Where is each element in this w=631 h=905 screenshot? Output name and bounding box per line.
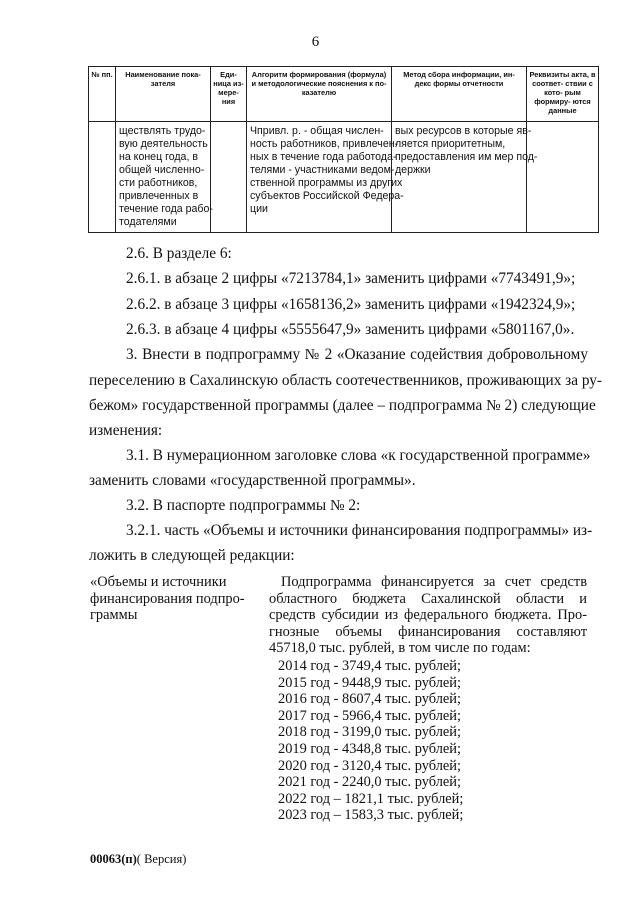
cell-number	[89, 122, 116, 233]
text-line: общей численно-	[119, 164, 205, 176]
text-line: ных в течение года работода-	[250, 151, 397, 163]
text-line: финансирования подпро-	[90, 590, 245, 607]
list-item: 2015 год - 9448,9 тыс. рублей;	[278, 674, 461, 691]
text-line: телями - участниками ведом-	[250, 164, 395, 176]
header-unit: Еди- ница из- мере- ния	[211, 67, 247, 122]
document-version: ( Версия)	[136, 852, 187, 866]
text-line: средств субсидии из федерального бюджета. Про-	[269, 607, 587, 623]
text-line: гнозные объемы финансирования составляют	[269, 623, 587, 640]
text-line: держки	[395, 164, 431, 176]
paragraph-line: изменения:	[89, 422, 163, 439]
paragraph-line: бежом» государственной программы (далее – подпрограмма № 2) следующие	[89, 397, 596, 414]
text-line: ции	[250, 203, 268, 215]
list-item: 2017 год - 5966,4 тыс. рублей;	[278, 707, 461, 724]
page-number: 6	[311, 34, 320, 50]
paragraph-line: переселению в Сахалинскую область соотечественников, проживающих за ру-	[89, 372, 603, 389]
text-line: субъектов Российской Федера-	[250, 190, 404, 202]
text-line: граммы	[90, 607, 138, 623]
text-line: Чпривл. р. - общая числен-	[250, 125, 384, 137]
text-line: тодателями	[119, 216, 177, 228]
header-method: Метод сбора информации, ин- декс формы отчетности	[392, 67, 527, 122]
list-item: 2020 год - 3120,4 тыс. рублей;	[278, 757, 461, 774]
paragraph-line: 3.1. В нумерационном заголовке слова «к государственной программе»	[126, 447, 591, 464]
text-line: Подпрограмма финансируется за счет средств	[281, 574, 587, 590]
text-line: на конец года, в	[119, 151, 198, 163]
header-requisites: Реквизиты акта, в соответ- ствии с кото- рым формиру- ются данные	[527, 67, 599, 122]
list-item: 2016 год - 8607,4 тыс. рублей;	[278, 691, 461, 708]
cell-algorithm	[247, 122, 404, 233]
cell-requisites	[527, 122, 599, 233]
text-line: «Объемы и источники	[90, 574, 227, 590]
list-item: 2021 год - 2240,0 тыс. рублей;	[278, 774, 461, 791]
cell-unit	[211, 122, 247, 233]
text-line: ляется приоритетным,	[395, 138, 506, 150]
header-indicator-name: Наименование пока- зателя	[116, 67, 211, 122]
paragraph-line: 3. Внести в подпрограмму № 2 «Оказание содействия добровольному	[126, 346, 588, 363]
list-item: 2018 год - 3199,0 тыс. рублей;	[278, 724, 461, 741]
text-line: течение года рабо-	[119, 203, 213, 215]
text-line: областного бюджета Сахалинской области и	[269, 590, 587, 607]
paragraph-line: 2.6.2. в абзаце 3 цифры «1658136,2» заменить цифрами «1942324,9»;	[126, 296, 576, 313]
table-header-row	[89, 67, 599, 122]
financing-text	[269, 574, 587, 657]
paragraph-line: заменить словами «государственной программы».	[89, 472, 416, 489]
text-line: привлеченных в	[119, 190, 199, 202]
list-item: 2014 год - 3749,4 тыс. рублей;	[278, 658, 461, 674]
cell-indicator-name	[116, 122, 211, 233]
paragraph-line: 3.2. В паспорте подпрограммы № 2:	[126, 497, 361, 514]
text-line: 45718,0 тыс. рублей, в том числе по годам:	[269, 640, 531, 656]
indicator-table	[88, 66, 599, 233]
list-item: 2023 год – 1583,3 тыс. рублей;	[278, 807, 464, 824]
cell-method	[392, 122, 538, 233]
text-line: ществлять трудо-	[119, 125, 206, 137]
text-line: ность работников, привлечен-	[250, 138, 399, 150]
document-code: 00063(п)	[90, 852, 137, 866]
text-line: предоставления им мер под-	[395, 151, 538, 163]
financing-years-list	[278, 658, 463, 824]
paragraph-line: 2.6.3. в абзаце 4 цифры «5555647,9» заменить цифрами «5801167,0».	[126, 321, 575, 338]
text-line: сти работников,	[119, 177, 198, 189]
table-row	[89, 122, 599, 233]
paragraph-line: ложить в следующей редакции:	[89, 547, 295, 564]
text-line: ственной программы из других	[250, 177, 403, 189]
header-algorithm: Алгоритм формирования (формула) и методологические пояснения к по- казателю	[247, 67, 392, 122]
paragraph-line: 3.2.1. часть «Объемы и источники финансирования подпрограммы» из-	[126, 522, 593, 539]
paragraph-line: 2.6. В разделе 6:	[126, 245, 232, 262]
paragraph-line: 2.6.1. в абзаце 2 цифры «7213784,1» заменить цифрами «7743491,9»;	[126, 270, 576, 287]
text-line: вых ресурсов в которые яв-	[395, 125, 532, 137]
header-number: № пп.	[89, 67, 116, 122]
text-line: вую деятельность	[119, 138, 208, 150]
list-item: 2022 год – 1821,1 тыс. рублей;	[278, 790, 464, 807]
list-item: 2019 год - 4348,8 тыс. рублей;	[278, 740, 461, 757]
financing-label	[90, 574, 245, 624]
document-footer	[90, 852, 186, 867]
